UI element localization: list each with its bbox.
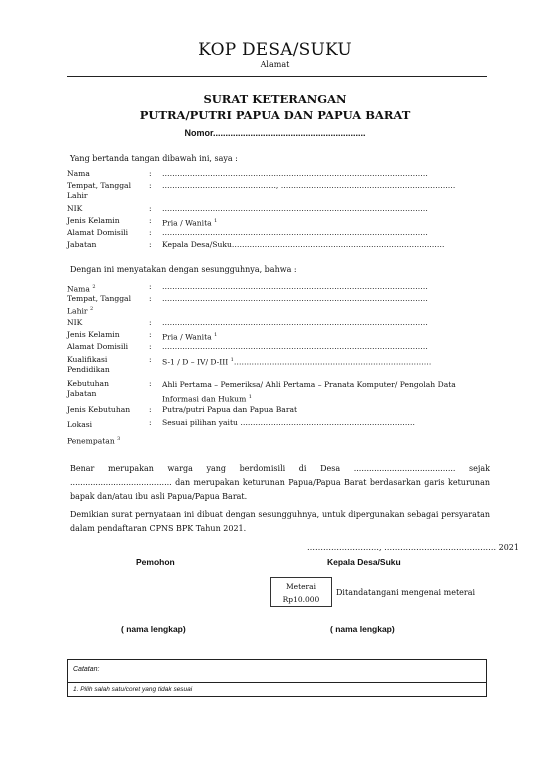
letterhead-address: Alamat	[260, 60, 290, 69]
field-value: ……………………………………………………………………………………………	[162, 282, 428, 291]
field-value	[162, 330, 487, 343]
footnote-ref: 1	[248, 394, 252, 400]
footnote-ref: 1	[214, 218, 218, 224]
field-label: Jenis Kelamin	[67, 330, 120, 339]
field-value-text: Pria / Wanita	[162, 218, 212, 228]
field-label: Jenis Kelamin	[67, 216, 120, 225]
field-value: Putra/putri Papua dan Papua Barat	[162, 405, 298, 414]
footnote-ref: 2	[89, 306, 94, 312]
field-label-line1: Lokasi	[67, 420, 93, 429]
field-colon: :	[149, 216, 152, 225]
signature-heading-kepala: Kepala Desa/Suku	[327, 557, 401, 567]
meterai-label: Meterai	[285, 582, 317, 591]
field-label-line2: Lahir	[67, 306, 88, 316]
meterai-stamp-box	[270, 577, 332, 607]
field-colon: :	[149, 330, 152, 339]
field-colon: :	[149, 405, 152, 414]
notes-divider	[67, 682, 487, 683]
letterhead-title: KOP DESA/SUKU	[198, 40, 352, 60]
field-colon: :	[149, 318, 152, 327]
field-label-line2: Pendidikan	[67, 365, 110, 374]
field-label: NIK	[67, 318, 83, 327]
field-colon: :	[149, 240, 152, 249]
field-label-line2: Jabatan	[67, 389, 97, 398]
field-colon: :	[149, 379, 152, 388]
date-line: ………………………, …………………………………… 2021	[307, 543, 519, 552]
body-paragraph-domicile: Benar merupakan warga yang berdomisili di Desa ........................................ sejak ........................................ dan merupakan keturunan Papua/Papua Barat berdasarkan garis keturunan bapak dan/atau ibu asli Papua/Papua Barat.	[70, 464, 490, 501]
field-value: ……………………………………………………………………………………………	[162, 318, 428, 327]
footnote-ref: 1	[230, 357, 234, 363]
field-colon: :	[149, 355, 152, 364]
field-colon: :	[149, 282, 152, 291]
field-colon: :	[149, 294, 152, 303]
letterhead-divider	[67, 76, 487, 77]
field-label: Jabatan	[67, 240, 97, 249]
field-value: Sesuai pilihan yaitu ……………………………………………………………	[162, 418, 415, 427]
field-label-line1: Tempat, Tanggal	[67, 181, 132, 190]
field-value: ……………………………………………………………………………………………	[162, 294, 428, 303]
field-value: Kepala Desa/Suku…………………………………………………………………………	[162, 240, 445, 249]
field-colon: :	[149, 169, 152, 178]
intro-statement: Yang bertanda tangan dibawah ini, saya :	[70, 154, 238, 163]
field-value	[162, 379, 487, 406]
field-value: ……………………………………………………………………………………………	[162, 228, 428, 237]
signature-name-pemohon: ( nama lengkap)	[121, 624, 186, 634]
field-colon: :	[149, 181, 152, 190]
field-label	[67, 418, 147, 449]
footnote-ref: 2	[92, 284, 96, 290]
field-label	[67, 294, 147, 317]
footnote-ref: 3	[117, 436, 121, 442]
document-subtitle: PUTRA/PUTRI PAPUA DAN PAPUA BARAT	[139, 108, 411, 122]
document-number: Nomor.............................................................	[184, 128, 366, 138]
field-label: Alamat Domisili	[67, 228, 129, 237]
field-label	[67, 379, 147, 399]
document-title: SURAT KETERANGAN	[203, 92, 347, 106]
field-colon: :	[149, 228, 152, 237]
signature-heading-pemohon: Pemohon	[136, 557, 175, 567]
field-colon: :	[149, 342, 152, 351]
field-label: Nama	[67, 169, 90, 178]
field-colon: :	[149, 204, 152, 213]
field-value-text: Pria / Wanita	[162, 332, 212, 342]
field-colon: :	[149, 418, 152, 427]
notes-title: Catatan:	[73, 666, 100, 673]
field-label: NIK	[67, 204, 83, 213]
field-label: Alamat Domisili	[67, 342, 129, 351]
meterai-amount: Rp10.000	[282, 595, 320, 604]
field-label-text: Nama	[67, 284, 90, 294]
field-label-line1: Kebutuhan	[67, 379, 109, 388]
field-value-text: S-1 / D – IV/ D-III	[162, 357, 229, 367]
signature-name-kepala: ( nama lengkap)	[330, 624, 395, 634]
field-label-line2: Penempatan	[67, 436, 115, 446]
field-label	[67, 181, 147, 201]
field-value: ……………………………………………………………………………………………	[162, 204, 428, 213]
field-value	[162, 216, 487, 229]
field-value: ……………………………………………………………………………………………	[162, 169, 428, 178]
footnote-ref: 1	[214, 332, 218, 338]
meterai-note: Ditandatangani mengenai meterai	[336, 588, 476, 597]
declaration-statement: Dengan ini menyatakan dengan sesungguhnya, bahwa :	[70, 265, 297, 274]
notes-item-1: 1. Pilih salah satu/coret yang tidak sesuai	[73, 686, 193, 693]
field-value	[162, 355, 487, 368]
field-label-line2: Lahir	[67, 191, 88, 200]
body-paragraph-closing: Demikian surat pernyataan ini dibuat dengan sesungguhnya, untuk dipergunakan sebagai persyaratan dalam pendaftaran CPNS BPK Tahun 2021.	[70, 510, 490, 533]
field-value-dots: ……………………………………………………………………	[233, 357, 432, 367]
field-label	[67, 282, 147, 295]
field-value: ……………………………………………………………………………………………	[162, 342, 428, 351]
field-label	[67, 355, 147, 375]
field-label: Jenis Kebutuhan	[67, 405, 131, 414]
field-label-line1: Kualifikasi	[67, 355, 108, 364]
field-value: ………………………………………, ……………………………………………………………	[162, 181, 456, 190]
field-value-text: Ahli Pertama – Pemeriksa/ Ahli Pertama – Pranata Komputer/ Pengolah Data Informasi dan Hukum	[162, 380, 456, 404]
field-label-line1: Tempat, Tanggal	[67, 294, 132, 303]
